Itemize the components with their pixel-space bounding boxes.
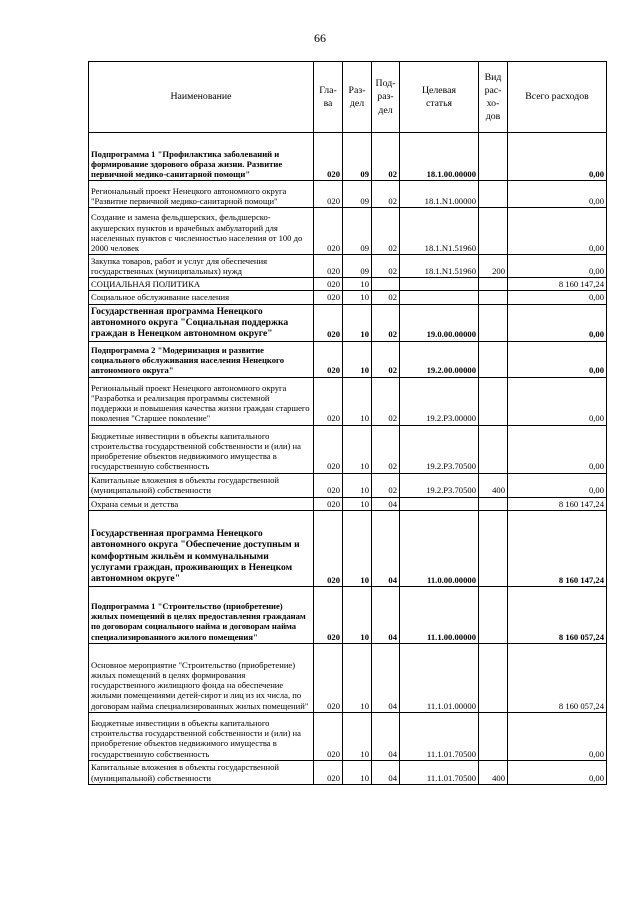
cell-target-article: 11.1.01.00000 <box>400 643 479 712</box>
table-row <box>89 133 607 181</box>
cell-chapter: 020 <box>314 425 343 473</box>
table-row <box>89 304 607 341</box>
cell-subsection: 02 <box>372 255 400 278</box>
cell-expense-type: 400 <box>479 760 508 784</box>
cell-total: 8 160 147,24 <box>508 497 607 510</box>
table-header-row <box>89 62 607 133</box>
cell-name: Основное мероприятие "Строительство (приобретение) жилых помещений в целях формирования государственного жилищного фонда на обеспечение жилыми помещениями детей-сирот и лиц из их числа, по договорам найма специализированных жилых помещений" <box>89 643 314 712</box>
cell-expense-type <box>479 181 508 208</box>
cell-section: 10 <box>343 278 372 291</box>
cell-section: 10 <box>343 341 372 377</box>
table-row <box>89 291 607 304</box>
cell-name: Государственная программа Ненецкого автономного округа "Социальная поддержка граждан в Ненецком автономном округе" <box>89 304 314 341</box>
cell-chapter: 020 <box>314 473 343 497</box>
cell-chapter: 020 <box>314 510 343 586</box>
cell-name: Капитальные вложения в объекты государственной (муниципальной) собственности <box>89 473 314 497</box>
cell-section: 10 <box>343 304 372 341</box>
table-row <box>89 208 607 255</box>
table-row <box>89 510 607 586</box>
cell-target-article: 18.1.N1.00000 <box>400 181 479 208</box>
header-section: Раз- дел <box>343 62 372 133</box>
cell-target-article: 19.2.P3.00000 <box>400 377 479 425</box>
cell-section: 10 <box>343 643 372 712</box>
cell-chapter: 020 <box>314 643 343 712</box>
cell-target-article: 11.1.01.70500 <box>400 760 479 784</box>
cell-subsection: 02 <box>372 377 400 425</box>
cell-section: 09 <box>343 181 372 208</box>
header-chapter: Гла- ва <box>314 62 343 133</box>
cell-name: Бюджетные инвестиции в объекты капитального строительства государственной собственности и (или) на приобретение объектов недвижимого имущества в государственную собственность <box>89 425 314 473</box>
cell-section: 10 <box>343 473 372 497</box>
cell-target-article: 11.1.01.70500 <box>400 712 479 760</box>
cell-chapter: 020 <box>314 341 343 377</box>
cell-name: Социальное обслуживание населения <box>89 291 314 304</box>
cell-expense-type <box>479 377 508 425</box>
cell-name: Бюджетные инвестиции в объекты капитального строительства государственной собственности и (или) на приобретение объектов недвижимого имущества в государственную собственность <box>89 712 314 760</box>
cell-section: 09 <box>343 255 372 278</box>
cell-name: Подпрограмма 1 "Строительство (приобретение) жилых помещений в целях предоставления гражданам по договорам социального найма и договорам найма специализированного жилого помещения" <box>89 586 314 643</box>
header-expense-type: Вид рас- хо- дов <box>479 62 508 133</box>
cell-expense-type <box>479 208 508 255</box>
cell-total: 8 160 057,24 <box>508 586 607 643</box>
cell-total: 8 160 147,24 <box>508 278 607 291</box>
cell-chapter: 020 <box>314 586 343 643</box>
cell-name: Капитальные вложения в объекты государственной (муниципальной) собственности <box>89 760 314 784</box>
cell-chapter: 020 <box>314 760 343 784</box>
cell-expense-type: 200 <box>479 255 508 278</box>
cell-total: 0,00 <box>508 425 607 473</box>
cell-target-article: 11.1.00.00000 <box>400 586 479 643</box>
cell-subsection: 04 <box>372 712 400 760</box>
cell-target-article: 19.0.00.00000 <box>400 304 479 341</box>
cell-name: Государственная программа Ненецкого автономного округа "Обеспечение доступным и комфортным жильём и коммунальными услугами граждан, проживающих в Ненецком автономном округе" <box>89 510 314 586</box>
cell-total: 0,00 <box>508 304 607 341</box>
cell-expense-type <box>479 133 508 181</box>
cell-subsection: 02 <box>372 181 400 208</box>
cell-target-article: 19.2.00.00000 <box>400 341 479 377</box>
cell-name: Региональный проект Ненецкого автономного округа "Развитие первичной медико-санитарной помощи" <box>89 181 314 208</box>
cell-target-article <box>400 497 479 510</box>
table-row <box>89 643 607 712</box>
cell-target-article <box>400 278 479 291</box>
cell-subsection: 04 <box>372 510 400 586</box>
cell-target-article: 19.2.P3.70500 <box>400 425 479 473</box>
cell-subsection: 04 <box>372 760 400 784</box>
cell-total: 0,00 <box>508 181 607 208</box>
cell-chapter: 020 <box>314 291 343 304</box>
cell-total: 0,00 <box>508 760 607 784</box>
cell-section: 10 <box>343 497 372 510</box>
cell-chapter: 020 <box>314 208 343 255</box>
cell-chapter: 020 <box>314 377 343 425</box>
table-row <box>89 377 607 425</box>
cell-expense-type <box>479 425 508 473</box>
cell-expense-type <box>479 341 508 377</box>
cell-total: 0,00 <box>508 341 607 377</box>
cell-name: Подпрограмма 1 "Профилактика заболеваний и формирование здорового образа жизни. Развитие первичной медико-санитарной помощи" <box>89 133 314 181</box>
cell-chapter: 020 <box>314 712 343 760</box>
cell-target-article: 11.0.00.00000 <box>400 510 479 586</box>
cell-expense-type <box>479 291 508 304</box>
cell-section: 10 <box>343 586 372 643</box>
table-row <box>89 255 607 278</box>
cell-total: 0,00 <box>508 133 607 181</box>
cell-section: 09 <box>343 133 372 181</box>
table-row <box>89 586 607 643</box>
cell-subsection: 02 <box>372 304 400 341</box>
cell-name: Создание и замена фельдшерских, фельдшерско-акушерских пунктов и врачебных амбулаторий для населенных пунктов с численностью населения от 100 до 2000 человек <box>89 208 314 255</box>
cell-expense-type <box>479 586 508 643</box>
cell-subsection: 02 <box>372 133 400 181</box>
cell-total: 8 160 057,24 <box>508 643 607 712</box>
cell-chapter: 020 <box>314 181 343 208</box>
header-name: Наименование <box>89 62 314 133</box>
cell-target-article: 18.1.N1.51960 <box>400 255 479 278</box>
cell-total: 0,00 <box>508 255 607 278</box>
table-row <box>89 712 607 760</box>
expenditure-table <box>88 61 607 785</box>
cell-expense-type <box>479 712 508 760</box>
header-target-article: Целевая статья <box>400 62 479 133</box>
cell-name: Закупка товаров, работ и услуг для обеспечения государственных (муниципальных) нужд <box>89 255 314 278</box>
cell-total: 0,00 <box>508 291 607 304</box>
cell-subsection: 04 <box>372 643 400 712</box>
cell-section: 10 <box>343 760 372 784</box>
cell-total: 0,00 <box>508 208 607 255</box>
cell-expense-type <box>479 304 508 341</box>
page-number: 66 <box>314 31 326 45</box>
cell-subsection: 02 <box>372 341 400 377</box>
header-subsection: Под- раз- дел <box>372 62 400 133</box>
cell-subsection: 02 <box>372 291 400 304</box>
table-row <box>89 425 607 473</box>
cell-chapter: 020 <box>314 278 343 291</box>
cell-name: СОЦИАЛЬНАЯ ПОЛИТИКА <box>89 278 314 291</box>
header-total: Всего расходов <box>508 62 607 133</box>
cell-subsection: 04 <box>372 497 400 510</box>
cell-subsection <box>372 278 400 291</box>
cell-subsection: 04 <box>372 586 400 643</box>
cell-target-article: 18.1.N1.51960 <box>400 208 479 255</box>
cell-total: 0,00 <box>508 712 607 760</box>
table-row <box>89 278 607 291</box>
table-row <box>89 473 607 497</box>
table-row <box>89 760 607 784</box>
cell-target-article: 19.2.P3.70500 <box>400 473 479 497</box>
cell-subsection: 02 <box>372 208 400 255</box>
cell-section: 10 <box>343 712 372 760</box>
cell-chapter: 020 <box>314 133 343 181</box>
cell-expense-type <box>479 643 508 712</box>
cell-name: Охрана семьи и детства <box>89 497 314 510</box>
cell-chapter: 020 <box>314 497 343 510</box>
cell-expense-type <box>479 497 508 510</box>
cell-chapter: 020 <box>314 255 343 278</box>
cell-expense-type: 400 <box>479 473 508 497</box>
cell-target-article: 18.1.00.00000 <box>400 133 479 181</box>
cell-section: 10 <box>343 510 372 586</box>
cell-total: 0,00 <box>508 473 607 497</box>
cell-name: Региональный проект Ненецкого автономного округа "Разработка и реализация программы системной поддержки и повышения качества жизни граждан старшего поколения "Старшее поколение" <box>89 377 314 425</box>
cell-expense-type <box>479 510 508 586</box>
cell-expense-type <box>479 278 508 291</box>
cell-section: 10 <box>343 377 372 425</box>
table-body <box>89 133 607 785</box>
cell-section: 10 <box>343 425 372 473</box>
cell-subsection: 02 <box>372 473 400 497</box>
cell-subsection: 02 <box>372 425 400 473</box>
table-row <box>89 341 607 377</box>
cell-total: 0,00 <box>508 377 607 425</box>
table-row <box>89 181 607 208</box>
cell-section: 09 <box>343 208 372 255</box>
cell-chapter: 020 <box>314 304 343 341</box>
cell-section: 10 <box>343 291 372 304</box>
cell-total: 8 160 147,24 <box>508 510 607 586</box>
cell-name: Подпрограмма 2 "Модернизация и развитие социального обслуживания населения Ненецкого автономного округа" <box>89 341 314 377</box>
table-row <box>89 497 607 510</box>
cell-target-article <box>400 291 479 304</box>
